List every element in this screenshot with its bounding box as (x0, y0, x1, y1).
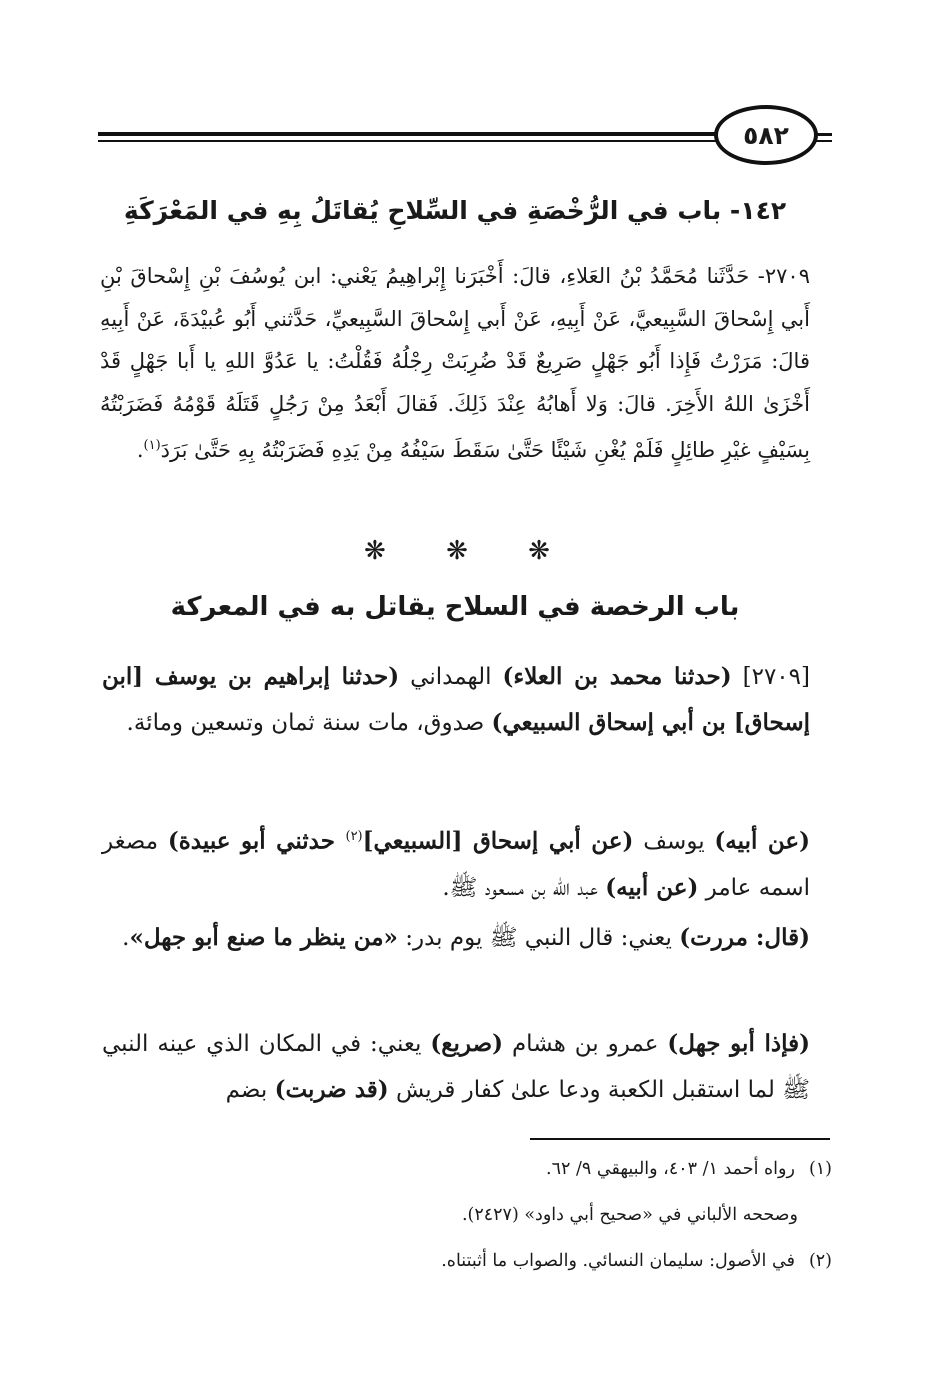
quoted-text: (حدثنا محمد بن العلاء) (502, 663, 732, 690)
commentary-heading: باب الرخصة في السلاح يقاتل به في المعركة (170, 592, 740, 622)
commentary-text: بضم (225, 1077, 275, 1103)
commentary-paragraph-1 (102, 654, 810, 746)
footnote-number: (١) (808, 1159, 832, 1179)
quoted-text: (قال: مررت) (679, 924, 810, 951)
header-rule-right-stub-2 (816, 140, 832, 142)
quoted-text: حدثني أبو عبيدة) (167, 827, 346, 855)
commentary-paragraph-2 (102, 814, 810, 911)
commentary-text: عبد الله بن مسعود ﷺ. (442, 874, 606, 901)
commentary-text: صدوق، مات سنة ثمان وتسعين ومائة. (126, 710, 492, 736)
commentary-text: يعني: في المكان الذي عينه النبي ﷺ لما استقبل الكعبة ودعا علىٰ كفار قريش (102, 1031, 810, 1103)
commentary-text: مصغر اسمه عامر (102, 828, 810, 901)
quoted-speech: «من ينظر ما صنع أبو جهل» (129, 924, 398, 951)
commentary-text: . (122, 925, 130, 951)
commentary-text: عمرو بن هشام (503, 1031, 668, 1057)
quoted-text: (قد ضربت) (274, 1076, 389, 1103)
page-number: ٥٨٢ (714, 105, 818, 165)
footnote-2 (441, 1248, 832, 1274)
footnote-text: وصححه الألباني في «صحيح أبي داود» (٢٤٢٧). (461, 1205, 798, 1225)
quoted-text: (فإذا أبو جهل) (667, 1030, 810, 1057)
quoted-text: (صريع) (430, 1030, 503, 1057)
hadith-text-block (100, 255, 810, 472)
footnote-ref-2: (٢) (345, 829, 363, 844)
footnote-1 (546, 1156, 832, 1182)
hadith-number: [٢٧٠٩] (731, 664, 810, 690)
quoted-text: (عن أبيه) (714, 827, 810, 855)
section-separator-stars: ❋ ❋ ❋ (364, 536, 576, 566)
commentary-text: يعني: قال النبي ﷺ يوم بدر: (397, 925, 680, 951)
header-rule-right-stub (816, 133, 832, 136)
hadith-text: ٢٧٠٩- حَدَّثَنا مُحَمَّدُ بْنُ العَلاءِ، قالَ: أَخْبَرَنا إِبْراهِيمُ يَعْني: ابن يُوسُفَ بْنِ إِسْحاقَ بْنِ أَبي إِسْحاقَ السَّبِيعيَّ، عَنْ أَبِيهِ، عَنْ أَبي إِسْحاقَ السَّبِيعيِّ، حَدَّثني أَبُو عُبيْدَةَ، عَنْ أَبِيهِ قالَ: مَرَرْتُ فَإِذا أَبُو جَهْلٍ صَرِيعٌ قَدْ ضُرِبَتْ رِجْلُهُ فَقُلْتُ: يا عَدُوَّ اللهِ يا أَبا جَهْلٍ قَدْ أَخْزَىٰ اللهُ الأَخِرَ. قالَ: وَلا أَهابُهُ عِنْدَ ذَلِكَ. فَقالَ أَبْعَدُ مِنْ رَجُلٍ قَتَلَهُ قَوْمُهُ فَضَرَبْتُهُ بِسَيْفٍ غيْرِ طائِلٍ فَلَمْ يُغْنِ شَيْئًا حَتَّىٰ سَقَطَ سَيْفُهُ مِنْ يَدِهِ فَضَرَبْتُهُ بِهِ حَتَّىٰ بَرَدَ (100, 264, 810, 462)
footnote-text: في الأصول: سليمان النسائي. والصواب ما أثبتناه. (441, 1251, 795, 1271)
footnote-text: رواه أحمد ١/ ٤٠٣، والبيهقي ٩/ ٦٢. (546, 1159, 795, 1179)
footnote-number: (٢) (808, 1251, 832, 1271)
commentary-paragraph-4 (102, 1021, 810, 1113)
commentary-text: يوسف (633, 828, 715, 855)
hadith-end: . (136, 438, 144, 462)
header-rule-thin (98, 140, 718, 142)
quoted-text: (عن أبي إسحاق [السبيعي] (362, 827, 634, 855)
header-rule-thick (98, 132, 718, 136)
quoted-text: (عن أبيه) (605, 873, 699, 901)
footnote-separator (530, 1138, 830, 1140)
footnote-ref-1: (١) (143, 438, 161, 453)
commentary-paragraph-3 (102, 915, 810, 961)
commentary-text: الهمداني (399, 664, 503, 690)
footnote-1-continued (462, 1202, 798, 1228)
quoted-text: (حدثنا إبراهيم بن يوسف [ابن إسحاق] بن أبي إسحاق السبيعي) (102, 663, 810, 736)
chapter-heading: ١٤٢- باب في الرُّخْصَةِ في السِّلاحِ يُقاتَلُ بِهِ في المَعْرَكَةِ (123, 196, 787, 225)
